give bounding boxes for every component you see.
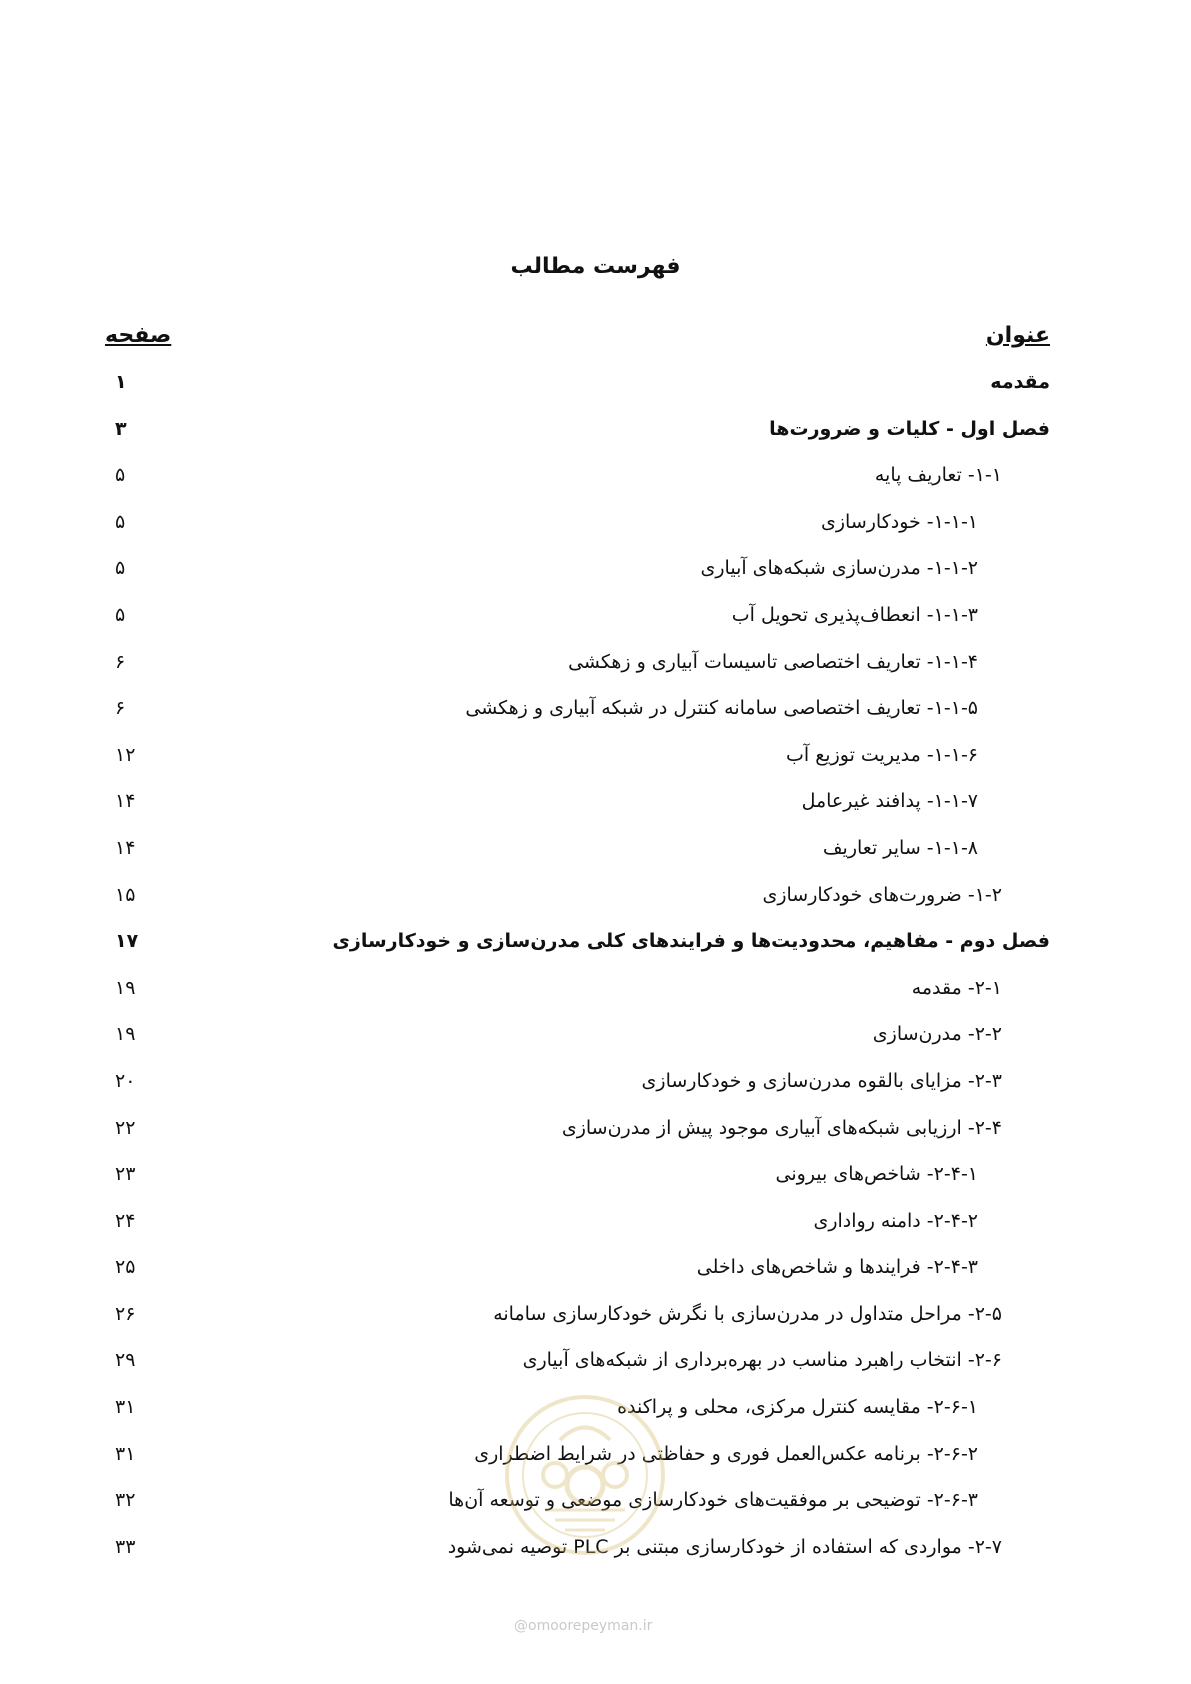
toc-entry-page: ۲۳ — [115, 1163, 136, 1186]
toc-entry-title: فصل اول - کلیات و ضرورت‌ها — [769, 417, 1050, 440]
toc-entry-title: ۱-۲- ضرورت‌های خودکارسازی — [762, 883, 1002, 906]
toc-entry — [105, 1343, 1050, 1390]
page-title: فهرست مطالب — [510, 254, 681, 279]
toc-entry-page: ۲۲ — [115, 1116, 136, 1139]
toc-entry — [105, 551, 1050, 598]
toc-entry — [105, 691, 1050, 738]
toc-entry-page: ۱۴ — [115, 836, 136, 859]
toc-entry-page: ۱۵ — [115, 883, 136, 906]
toc-entry — [105, 505, 1050, 552]
toc-entry-title: ۱-۱-۸- سایر تعاریف — [822, 836, 978, 859]
toc-entry — [105, 365, 1050, 412]
toc-entry-page: ۶ — [115, 697, 126, 720]
toc-entry — [105, 412, 1050, 459]
toc-entry-title: ۱-۱-۲- مدرن‌سازی شبکه‌های آبیاری — [700, 557, 978, 580]
toc-entry — [105, 1250, 1050, 1297]
toc-entry — [105, 458, 1050, 505]
toc-entry — [105, 1204, 1050, 1251]
toc-entry — [105, 1064, 1050, 1111]
toc-entry-title: ۲-۴-۱- شاخص‌های بیرونی — [775, 1163, 978, 1186]
toc-entry-page: ۵ — [115, 510, 126, 533]
toc-entry-page: ۵ — [115, 603, 126, 626]
toc-entry-page: ۲۶ — [115, 1302, 136, 1325]
toc-entry-title: ۲-۶-۲- برنامه عکس‌العمل فوری و حفاظتی در شرایط اضطراری — [474, 1442, 978, 1465]
toc-entry-page: ۲۰ — [115, 1069, 136, 1092]
toc-entry-title: ۲-۶-۱- مقایسه کنترل مرکزی، محلی و پراکنده — [617, 1396, 978, 1419]
toc-entry-title: ۲-۶-۳- توضیحی بر موفقیت‌های خودکارسازی موضعی و توسعه آن‌ها — [448, 1489, 978, 1512]
toc-entry — [105, 645, 1050, 692]
toc-header — [105, 323, 1050, 357]
toc-entry-page: ۱۹ — [115, 976, 136, 999]
toc-entry-page: ۲۹ — [115, 1349, 136, 1372]
toc-entry-title: ۲-۳- مزایای بالقوه مدرن‌سازی و خودکارسازی — [641, 1069, 1002, 1092]
toc-entry — [105, 738, 1050, 785]
toc-entry-title: ۱-۱-۵- تعاریف اختصاصی سامانه کنترل در شبکه آبیاری و زهکشی — [465, 697, 978, 720]
toc-entry-title: مقدمه — [990, 371, 1050, 393]
toc-entry-page: ۱۹ — [115, 1023, 136, 1046]
toc-entry-title: ۲-۵- مراحل متداول در مدرن‌سازی با نگرش خودکارسازی سامانه — [493, 1302, 1002, 1325]
toc-entry-page: ۵ — [115, 464, 126, 487]
toc-entry — [105, 784, 1050, 831]
logo-seal-icon — [500, 1390, 670, 1560]
toc-entry-page: ۳ — [115, 417, 127, 440]
toc-entry — [105, 924, 1050, 971]
toc-entry — [105, 878, 1050, 925]
toc-entry-title: ۱-۱-۷- پدافند غیرعامل — [801, 790, 978, 813]
toc-entry-page: ۱۷ — [115, 930, 139, 953]
toc-entry — [105, 1297, 1050, 1344]
toc-entry-title: ۱-۱-۴- تعاریف اختصاصی تاسیسات آبیاری و زهکشی — [568, 650, 978, 673]
toc-entry — [105, 1157, 1050, 1204]
page-column-header: صفحه — [105, 323, 172, 348]
toc-entry — [105, 1017, 1050, 1064]
toc-entry-title: ۲-۱- مقدمه — [911, 976, 1002, 999]
toc-entry-page: ۳۱ — [115, 1396, 136, 1419]
toc-entry-title: ۱-۱-۳- انعطاف‌پذیری تحویل آب — [731, 603, 978, 626]
toc-entry-title: فصل دوم - مفاهیم، محدودیت‌ها و فرایندهای کلی مدرن‌سازی و خودکارسازی — [332, 930, 1050, 953]
toc-entry-title: ۱-۱-۱- خودکارسازی — [820, 510, 978, 533]
toc-entry-page: ۲۴ — [115, 1209, 136, 1232]
toc-entry-title: ۲-۴-۳- فرایندها و شاخص‌های داخلی — [696, 1256, 978, 1279]
toc-entry-page: ۳۲ — [115, 1489, 136, 1512]
toc-entry-title: ۱-۱-۶- مدیریت توزیع آب — [785, 743, 978, 766]
toc-entry — [105, 971, 1050, 1018]
toc-entry-title: ۱-۱- تعاریف پایه — [874, 464, 1002, 487]
toc-entry-title: ۲-۷- مواردی که استفاده از خودکارسازی مبتنی بر PLC توصیه نمی‌شود — [447, 1535, 1002, 1558]
watermark-text: @omoorepeyman.ir — [514, 1618, 653, 1634]
toc-entry-page: ۱۲ — [115, 743, 136, 766]
toc-entry-page: ۶ — [115, 650, 126, 673]
toc-entry-page: ۱۴ — [115, 790, 136, 813]
toc-entry — [105, 1111, 1050, 1158]
toc-entry-title: ۲-۴-۲- دامنه رواداری — [813, 1209, 978, 1232]
toc-entry-title: ۲-۲- مدرن‌سازی — [872, 1023, 1002, 1046]
toc-entry-page: ۳۱ — [115, 1442, 136, 1465]
toc-entry-page: ۳۳ — [115, 1535, 136, 1558]
title-column-header: عنوان — [985, 323, 1050, 348]
toc-entry-title: ۲-۶- انتخاب راهبرد مناسب در بهره‌برداری از شبکه‌های آبیاری — [522, 1349, 1002, 1372]
toc-entry-page: ۱ — [115, 371, 127, 393]
toc-entry-title: ۲-۴- ارزیابی شبکه‌های آبیاری موجود پیش از مدرن‌سازی — [561, 1116, 1002, 1139]
toc-entry — [105, 598, 1050, 645]
toc-entry-page: ۵ — [115, 557, 126, 580]
toc-entry-page: ۲۵ — [115, 1256, 136, 1279]
toc-entry — [105, 831, 1050, 878]
